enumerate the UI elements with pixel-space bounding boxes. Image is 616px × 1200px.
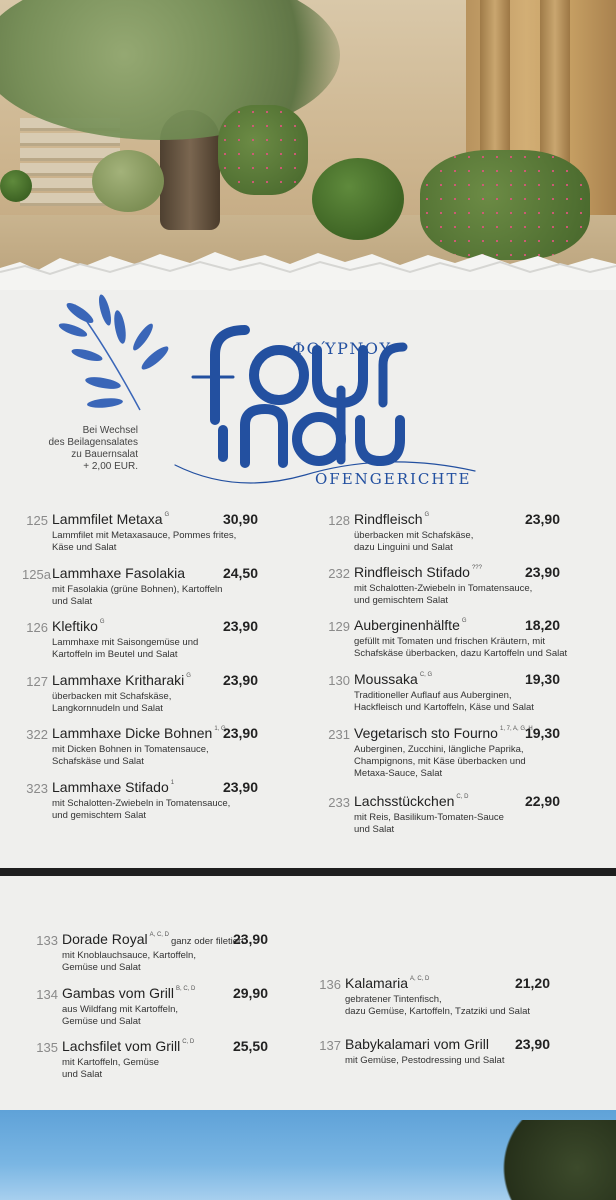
item-description xyxy=(62,1004,178,1028)
description-line: Champignons, mit Käse überbacken und xyxy=(354,756,526,767)
item-number: 134 xyxy=(36,986,58,1002)
note-line: Bei Wechsel xyxy=(82,425,138,436)
allergen-codes: G xyxy=(99,619,105,625)
item-number: 126 xyxy=(26,620,48,635)
item-price: 25,50 xyxy=(232,1038,268,1054)
description-line: Metaxa-Sauce, Salat xyxy=(354,768,443,779)
item-number: 125 xyxy=(26,513,48,528)
item-description xyxy=(345,1055,504,1067)
description-line: Hackfleisch und Kartoffeln, Käse und Salat xyxy=(354,702,534,713)
item-name xyxy=(62,1038,194,1054)
allergen-codes: G xyxy=(461,618,467,624)
item-number: 233 xyxy=(328,795,350,810)
item-description xyxy=(52,530,236,554)
note-line: des Beilagensalates xyxy=(48,437,138,448)
item-number: 135 xyxy=(36,1040,58,1055)
flower-bush xyxy=(218,105,308,195)
allergen-codes: A, C, D xyxy=(149,932,169,938)
item-description xyxy=(52,584,222,608)
note-line: + 2,00 EUR. xyxy=(83,461,138,472)
item-price: 29,90 xyxy=(232,984,268,1001)
allergen-codes: A, C, D xyxy=(410,976,430,982)
item-name xyxy=(52,725,226,741)
description-line: gebratener Tintenfisch, xyxy=(345,994,442,1005)
description-line: Traditioneller Auflauf aus Auberginen, xyxy=(354,690,512,701)
olive-branch-icon xyxy=(57,293,171,410)
item-description xyxy=(52,691,171,715)
item-name-text: Lammhaxe Stifado xyxy=(52,778,169,795)
description-line: Lammhaxe mit Saisongemüse und xyxy=(52,637,199,648)
item-number: 323 xyxy=(26,780,48,796)
allergen-codes: 1, 7, A, G, H xyxy=(499,726,533,732)
tree-foliage xyxy=(486,1120,616,1200)
description-line: mit Reis, Basilikum-Tomaten-Sauce xyxy=(354,812,504,823)
section-divider xyxy=(0,868,616,876)
item-number: 130 xyxy=(328,673,350,688)
item-number: 125a xyxy=(22,566,51,582)
bush xyxy=(92,150,164,212)
item-name xyxy=(52,779,174,795)
item-name xyxy=(354,617,467,633)
item-description xyxy=(62,1057,159,1081)
allergen-codes: C, D xyxy=(182,1039,195,1045)
item-number: 322 xyxy=(26,727,48,742)
item-name xyxy=(354,725,533,741)
item-price: 23,90 xyxy=(524,511,560,527)
item-name-text: Gambas vom Grill xyxy=(62,984,175,1001)
item-name xyxy=(354,511,429,527)
item-name-text: Moussaka xyxy=(354,671,418,687)
description-line: und Salat xyxy=(62,1069,103,1080)
item-price: 23,90 xyxy=(232,931,268,947)
item-description xyxy=(345,994,530,1018)
allergen-codes: G xyxy=(424,512,430,518)
description-line: mit Fasolakia (grüne Bohnen), Kartoffeln xyxy=(52,583,223,595)
item-price: 24,50 xyxy=(222,564,258,581)
item-number: 136 xyxy=(319,977,341,992)
item-description xyxy=(354,583,532,607)
bush xyxy=(0,170,32,202)
note-line: zu Bauernsalat xyxy=(71,449,138,460)
item-name xyxy=(52,565,185,581)
item-name-text: Lammhaxe Kritharaki xyxy=(52,671,185,688)
item-description xyxy=(354,636,567,660)
description-line: mit Schalotten-Zwiebeln in Tomatensauce, xyxy=(52,797,231,809)
description-line: Schafskäse überbacken, dazu Kartoffeln und Salat xyxy=(354,648,568,659)
description-line: mit Knoblauchsauce, Kartoffeln, xyxy=(62,950,196,961)
item-number: 231 xyxy=(328,727,350,742)
item-name xyxy=(52,511,169,527)
item-price: 23,90 xyxy=(222,618,258,634)
description-line: und gemischtem Salat xyxy=(354,595,448,606)
logo-subtitle: OFENGERICHTE xyxy=(315,470,472,488)
item-description xyxy=(354,744,526,780)
footer-photo xyxy=(0,1110,616,1200)
item-price: 19,30 xyxy=(524,671,560,687)
description-line: Langkornnudeln und Salat xyxy=(52,702,163,714)
item-name-text: Vegetarisch sto Fourno xyxy=(354,725,498,741)
item-description xyxy=(52,744,209,768)
allergen-codes: 1 xyxy=(170,779,175,786)
item-name-text: Lachsfilet vom Grill xyxy=(62,1038,181,1054)
description-line: mit Gemüse, Pestodressing und Salat xyxy=(345,1055,505,1066)
item-price: 23,90 xyxy=(222,671,258,688)
allergen-codes: G xyxy=(186,672,191,679)
item-name-text: Lachsstückchen xyxy=(354,793,455,809)
description-line: und gemischtem Salat xyxy=(52,809,146,821)
allergen-codes: C, G xyxy=(419,672,433,678)
item-price: 19,30 xyxy=(524,725,560,741)
item-number: 133 xyxy=(36,933,58,948)
description-line: Lammfilet mit Metaxasauce, Pommes frites, xyxy=(52,530,237,541)
item-name xyxy=(345,1036,489,1052)
item-name xyxy=(62,931,244,947)
item-name-text: Dorade Royal xyxy=(62,931,148,947)
item-name-suffix: ganz oder filetiert xyxy=(170,936,244,947)
item-name-text: Lammhaxe Dicke Bohnen xyxy=(52,725,213,741)
item-price: 23,90 xyxy=(514,1036,550,1052)
description-line: dazu Gemüse, Kartoffeln, Tzatziki und Salat xyxy=(345,1006,530,1017)
description-line: und Salat xyxy=(52,595,93,607)
item-name-text: Lammfilet Metaxa xyxy=(52,511,163,527)
description-line: mit Kartoffeln, Gemüse xyxy=(62,1057,159,1068)
description-line: dazu Linguini und Salat xyxy=(354,542,453,553)
item-name xyxy=(354,564,482,580)
item-price: 23,90 xyxy=(222,725,258,741)
item-price: 18,20 xyxy=(524,617,560,633)
item-number: 137 xyxy=(319,1038,341,1053)
description-line: Gemüse und Salat xyxy=(62,1015,141,1027)
item-number: 232 xyxy=(328,566,350,581)
item-name xyxy=(52,672,191,688)
description-line: Käse und Salat xyxy=(52,542,117,553)
item-name-text: Rindfleisch Stifado xyxy=(354,564,470,580)
description-line: Auberginen, Zucchini, längliche Paprika, xyxy=(354,744,524,755)
description-line: Kartoffeln im Beutel und Salat xyxy=(52,649,178,660)
description-line: Gemüse und Salat xyxy=(62,962,141,973)
salad-change-note xyxy=(20,425,138,473)
item-name xyxy=(62,985,195,1001)
allergen-codes: C, D xyxy=(456,794,469,800)
description-line: überbacken mit Schafskäse, xyxy=(354,530,474,541)
item-description xyxy=(52,798,230,822)
item-name-text: Rindfleisch xyxy=(354,511,423,527)
item-name-text: Kalamaria xyxy=(345,975,409,991)
item-number: 127 xyxy=(26,673,48,689)
allergen-codes: 1, G xyxy=(214,726,226,732)
description-line: mit Schalotten-Zwiebeln in Tomatensauce, xyxy=(354,583,533,594)
description-line: und Salat xyxy=(354,824,395,835)
item-price: 23,90 xyxy=(222,778,258,795)
item-description xyxy=(62,950,196,974)
item-number: 129 xyxy=(328,619,350,634)
item-price: 22,90 xyxy=(524,793,560,809)
item-name xyxy=(354,793,468,809)
description-line: Schafskäse und Salat xyxy=(52,756,144,767)
item-name-text: Babykalamari vom Grill xyxy=(345,1036,489,1052)
description-line: mit Dicken Bohnen in Tomatensauce, xyxy=(52,744,209,755)
description-line: gefüllt mit Tomaten und frischen Kräutern, mit xyxy=(354,636,545,647)
item-price: 23,90 xyxy=(524,564,560,580)
item-name-text: Kleftiko xyxy=(52,618,98,634)
allergen-codes: B, C, D xyxy=(176,985,196,992)
item-description xyxy=(354,530,473,554)
allergen-codes: ??? xyxy=(471,565,482,571)
item-description xyxy=(354,690,534,714)
item-description xyxy=(354,812,504,836)
item-name xyxy=(52,618,105,634)
description-line: überbacken mit Schafskäse, xyxy=(52,690,172,702)
description-line: aus Wildfang mit Kartoffeln, xyxy=(62,1003,178,1015)
item-name xyxy=(354,671,432,687)
item-name xyxy=(345,975,429,991)
logo-greek-title: ΦΟΎΡΝΟΥ xyxy=(292,339,392,358)
item-description xyxy=(52,637,198,661)
item-number: 128 xyxy=(328,513,350,528)
item-price: 30,90 xyxy=(222,511,258,527)
item-name-text: Lammhaxe Fasolakia xyxy=(52,564,186,581)
allergen-codes: G xyxy=(164,512,170,518)
item-name-text: Auberginenhälfte xyxy=(354,617,460,633)
item-price: 21,20 xyxy=(514,975,550,991)
